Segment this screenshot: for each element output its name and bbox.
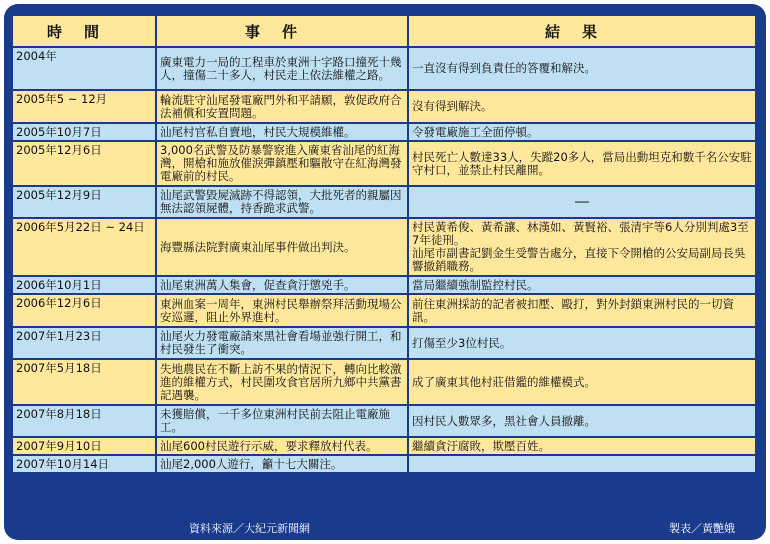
row-result: 村民黃希俊、黃希讓、林漢如、黃賢裕、張清宇等6人分別判處3至7年徒刑。 汕尾市副書記劉金生受警告處分，直接下令開槍的公安局副局長吳響撤銷職務。 [409,219,755,275]
row-event: 汕尾村官私自賣地，村民大規模維權。 [157,124,409,140]
row-date: 2006年10月1日 [13,277,157,293]
row-result: 沒有得到解決。 [409,91,755,122]
row-date: 2006年5月22日 ~ 24日 [13,219,157,275]
row-result: 成了廣東其他村莊借鑑的維權模式。 [409,360,755,404]
row-result: 打傷至少3位村民。 [409,328,755,358]
row-date: 2004年 [13,48,157,89]
row-result: 當局繼續強制監控村民。 [409,277,755,293]
source-credit: 資料來源／大紀元新聞網 [189,522,310,535]
row-date: 2005年12月6日 [13,142,157,185]
row-event: 失地農民在不斷上訪不果的情況下，轉向比較激進的維權方式，村民圍攻食官居所九鄉中共黨書記遇襲。 [157,360,409,404]
table-row [13,187,755,217]
timeline-table [13,14,755,474]
table-row [13,328,755,358]
row-result [409,456,755,472]
row-result: ── [409,187,755,217]
row-event: 輪流駐守汕尾發電廠門外和平請願，敦促政府合法補償和安置問題。 [157,91,409,122]
row-event: 汕尾武警毀屍滅跡不得認領，大批死者的親屬因無法認領屍體，持香跪求武警。 [157,187,409,217]
table-row [13,142,755,185]
row-date: 2007年10月14日 [13,456,157,472]
row-result: 繼續貪汙腐敗，欺壓百姓。 [409,438,755,454]
row-event: 東洲血案一周年，東洲村民舉辦祭拜活動現場公安巡邏，阻止外界進村。 [157,295,409,326]
table-row [13,360,755,404]
row-event: 汕尾2,000人遊行，籲十七大關注。 [157,456,409,472]
row-event: 廣東電力一局的工程車於東洲十字路口撞死十幾人，撞傷二十多人，村民走上依法維權之路。 [157,48,409,89]
header-row [13,16,755,46]
table-row [13,91,755,122]
row-result: 因村民人數眾多，黑社會人員撤離。 [409,406,755,436]
table-row [13,456,755,472]
table-row [13,295,755,326]
row-date: 2005年10月7日 [13,124,157,140]
row-event: 汕尾東洲萬人集會，促查貪汙懲兇手。 [157,277,409,293]
row-date: 2005年12月9日 [13,187,157,217]
row-date: 2007年5月18日 [13,360,157,404]
table-row [13,406,755,436]
row-date: 2006年12月6日 [13,295,157,326]
row-date: 2005年5 ~ 12月 [13,91,157,122]
table-row [13,48,755,89]
row-date: 2007年1月23日 [13,328,157,358]
maker-credit: 製表／黃艷娥 [669,522,735,535]
row-event: 海豐縣法院對廣東汕尾事件做出判決。 [157,219,409,275]
row-result: 一直沒有得到負責任的答覆和解決。 [409,48,755,89]
row-event: 3,000名武警及防暴警察進入廣東省汕尾的紅海灣，開槍和施放催淚彈鎮壓和驅散守在紅海灣發電廠前的村民。 [157,142,409,185]
table-row [13,277,755,293]
row-result: 前往東洲採訪的記者被扣壓、毆打，對外封鎖東洲村民的一切資訊。 [409,295,755,326]
table-row [13,219,755,275]
row-event: 汕尾火力發電廠請來黑社會看場並強行開工，和村民發生了衝突。 [157,328,409,358]
table-frame [4,4,766,540]
row-event: 未獲賠償，一千多位東洲村民前去阻止電廠施工。 [157,406,409,436]
table-row [13,438,755,454]
row-date: 2007年9月10日 [13,438,157,454]
table-row [13,124,755,140]
row-result: 令發電廠施工全面停頓。 [409,124,755,140]
header-time: 時間 [13,16,157,46]
header-event: 事件 [157,16,409,46]
row-event: 汕尾600村民遊行示威，要求釋放村代表。 [157,438,409,454]
row-date: 2007年8月18日 [13,406,157,436]
row-result: 村民死亡人數達33人，失蹤20多人，當局出動坦克和數千名公安駐守村口，並禁止村民離開。 [409,142,755,185]
header-result: 結果 [409,16,755,46]
